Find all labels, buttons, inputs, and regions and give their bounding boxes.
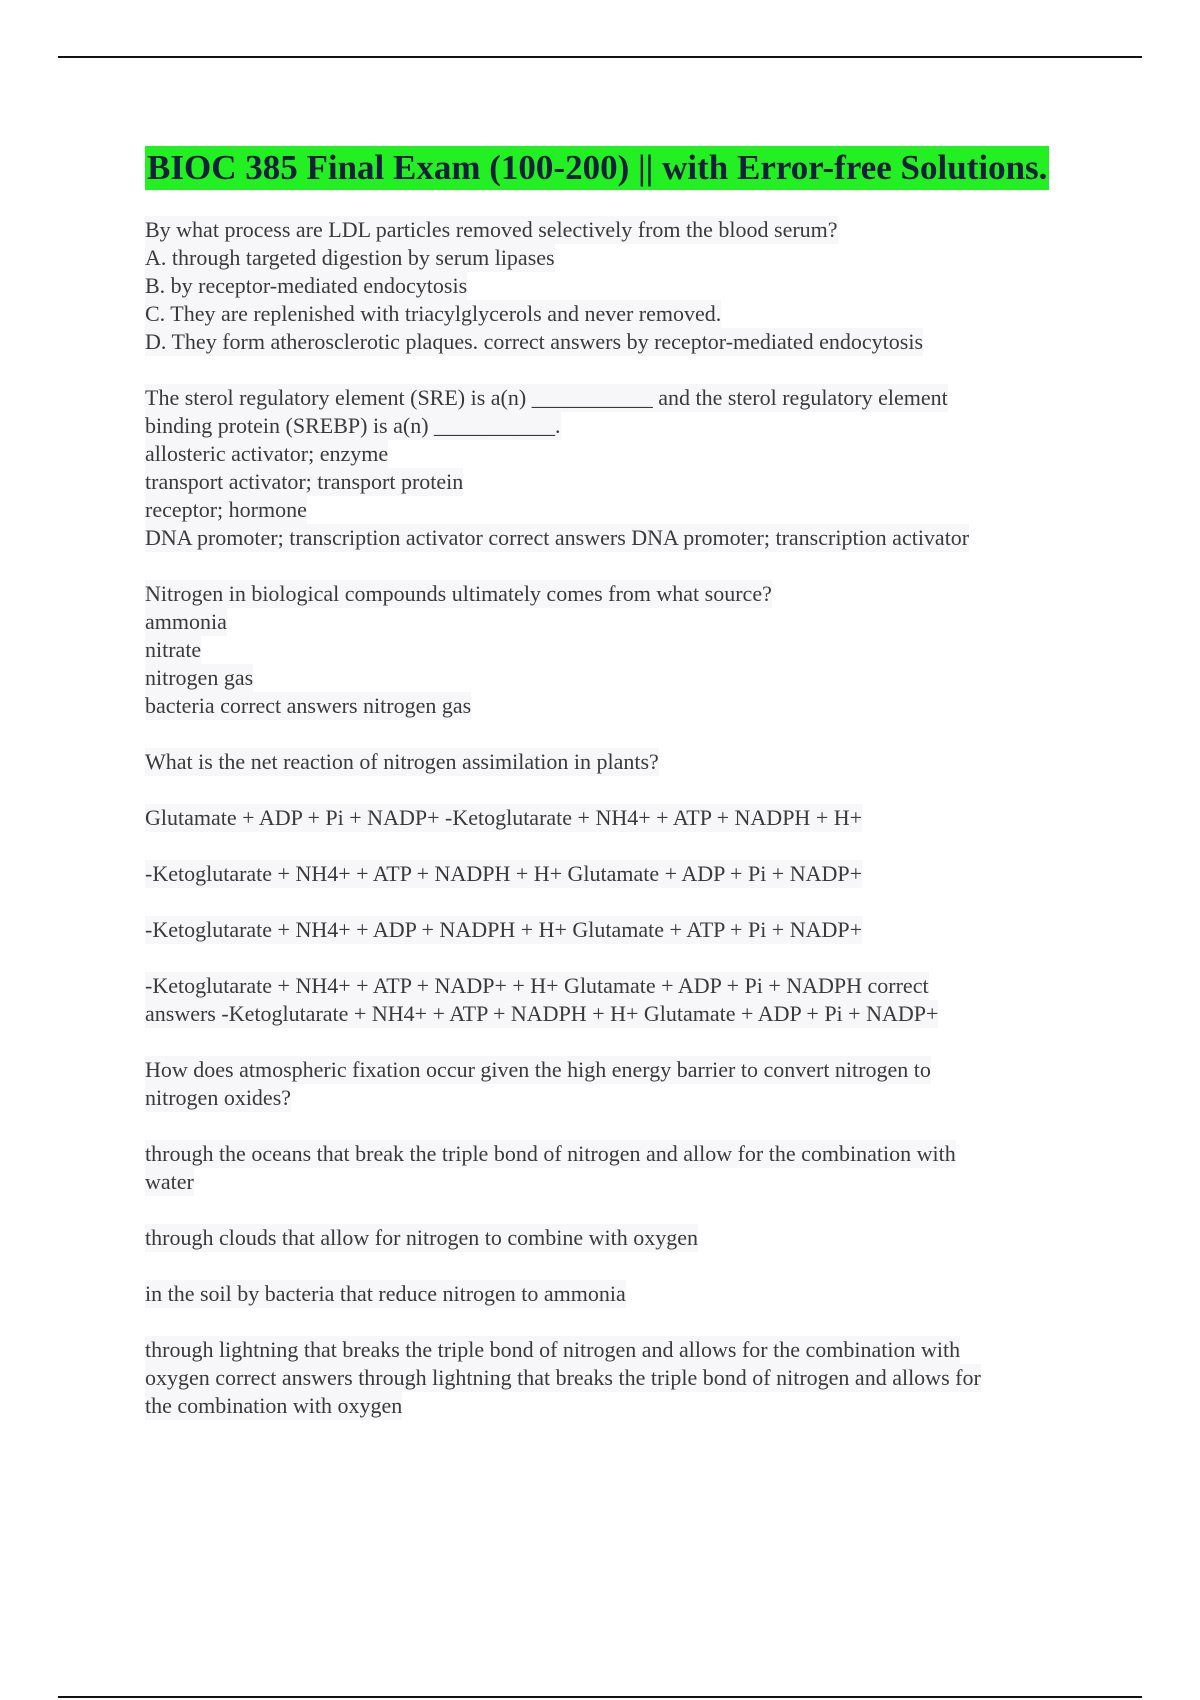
text-line: B. by receptor-mediated endocytosis (145, 273, 468, 298)
text-line: transport activator; transport protein (145, 469, 464, 494)
question-block (145, 972, 1085, 1028)
text-line: A. through targeted digestion by serum lipases (145, 245, 555, 270)
question-block (145, 216, 1085, 356)
document-title: BIOC 385 Final Exam (100-200) || with Error-free Solutions. (145, 146, 1049, 190)
question-block (145, 916, 1085, 944)
text-line: receptor; hormone (145, 497, 307, 522)
text-line: bacteria correct answers nitrogen gas (145, 693, 472, 718)
text-line: Nitrogen in biological compounds ultimately comes from what source? (145, 581, 772, 606)
text-line: allosteric activator; enzyme (145, 441, 389, 466)
text-line: in the soil by bacteria that reduce nitrogen to ammonia (145, 1281, 626, 1306)
text-line: nitrogen oxides? (145, 1085, 292, 1110)
text-line: water (145, 1169, 194, 1194)
question-block (145, 1280, 1085, 1308)
text-line: through lightning that breaks the triple bond of nitrogen and allows for the combination with (145, 1337, 961, 1362)
text-line: D. They form atherosclerotic plaques. correct answers by receptor-mediated endocytosis (145, 329, 924, 354)
text-line: How does atmospheric fixation occur given the high energy barrier to convert nitrogen to (145, 1057, 931, 1082)
text-line: nitrate (145, 637, 202, 662)
text-line: Glutamate + ADP + Pi + NADP+ -Ketoglutarate + NH4+ + ATP + NADPH + H+ (145, 805, 863, 830)
text-line: through clouds that allow for nitrogen to combine with oxygen (145, 1225, 698, 1250)
question-block (145, 580, 1085, 720)
text-line: binding protein (SREBP) is a(n) ___________. (145, 413, 561, 438)
question-block (145, 860, 1085, 888)
document-body (145, 146, 1085, 1448)
question-block (145, 748, 1085, 776)
text-line: ammonia (145, 609, 227, 634)
question-block (145, 384, 1085, 552)
text-line: oxygen correct answers through lightning that breaks the triple bond of nitrogen and allows for (145, 1365, 981, 1390)
text-line: through the oceans that break the triple bond of nitrogen and allow for the combination with (145, 1141, 956, 1166)
text-line: What is the net reaction of nitrogen assimilation in plants? (145, 749, 659, 774)
text-line: -Ketoglutarate + NH4+ + ATP + NADP+ + H+ Glutamate + ADP + Pi + NADPH correct (145, 973, 929, 998)
text-line: answers -Ketoglutarate + NH4+ + ATP + NADPH + H+ Glutamate + ADP + Pi + NADP+ (145, 1001, 939, 1026)
text-line: DNA promoter; transcription activator correct answers DNA promoter; transcription activator (145, 525, 970, 550)
text-line: The sterol regulatory element (SRE) is a(n) ___________ and the sterol regulatory element (145, 385, 948, 410)
question-list (145, 216, 1085, 1420)
text-line: -Ketoglutarate + NH4+ + ADP + NADPH + H+ Glutamate + ATP + Pi + NADP+ (145, 917, 863, 942)
question-block (145, 1056, 1085, 1112)
question-block (145, 1224, 1085, 1252)
text-line: nitrogen gas (145, 665, 254, 690)
text-line: the combination with oxygen (145, 1393, 403, 1418)
text-line: -Ketoglutarate + NH4+ + ATP + NADPH + H+ Glutamate + ADP + Pi + NADP+ (145, 861, 863, 886)
question-block (145, 1140, 1085, 1196)
text-line: C. They are replenished with triacylglycerols and never removed. (145, 301, 722, 326)
top-rule (58, 56, 1142, 58)
question-block (145, 804, 1085, 832)
question-block (145, 1336, 1085, 1420)
bottom-rule (58, 1696, 1142, 1698)
text-line: By what process are LDL particles removed selectively from the blood serum? (145, 217, 838, 242)
